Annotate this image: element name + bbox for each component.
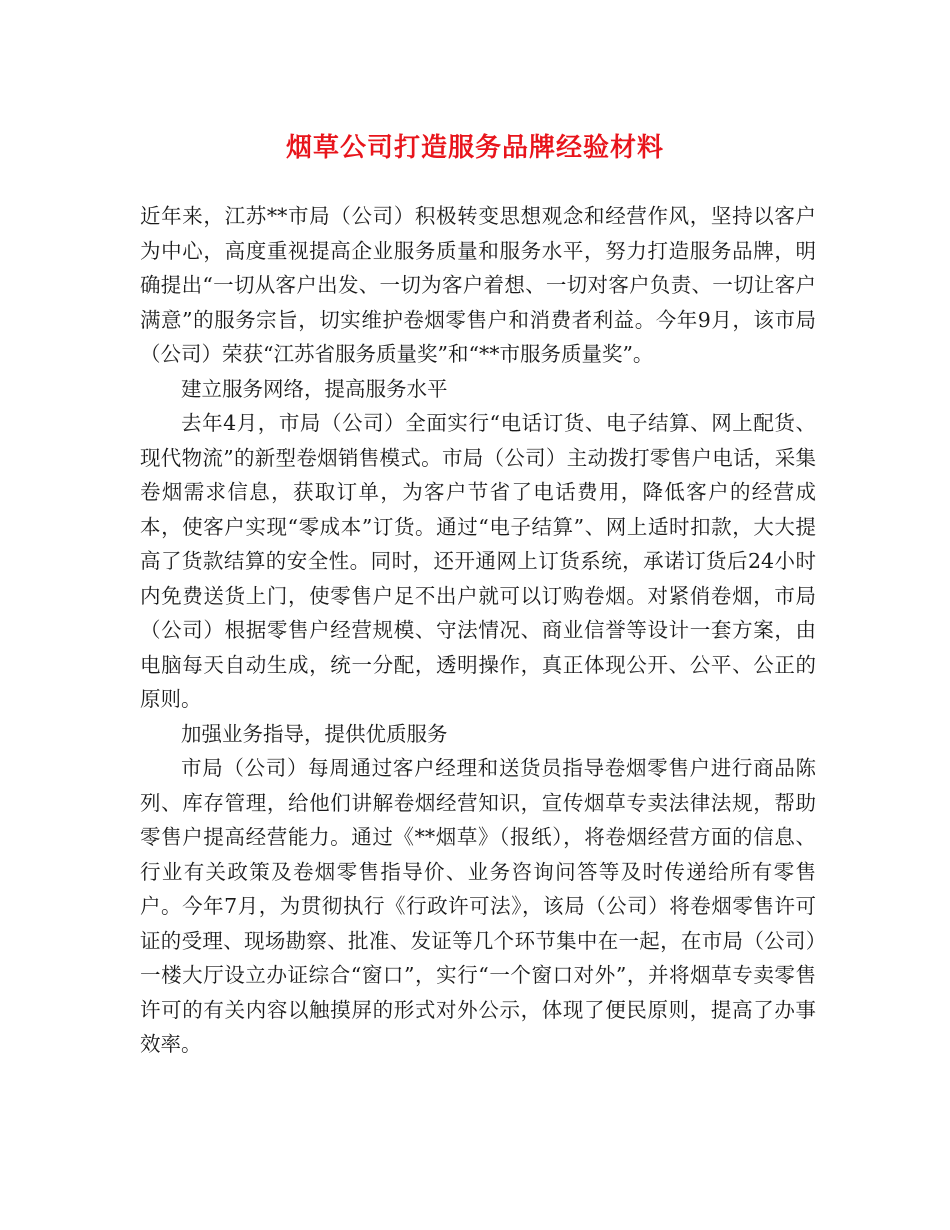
document-title: 烟草公司打造服务品牌经验材料 bbox=[285, 133, 664, 163]
document-body bbox=[140, 199, 816, 1062]
section-heading-business-guidance: 加强业务指导，提供优质服务 bbox=[181, 721, 448, 746]
section-heading-service-network: 建立服务网络，提高服务水平 bbox=[181, 376, 448, 401]
service-network-paragraph: 去年4月，市局（公司）全面实行“电话订货、电子结算、网上配货、现代物流”的新型卷烟销售模式。市局（公司）主动拨打零售户电话，采集卷烟需求信息，获取订单，为客户节省了电话费用，降低客户的经营成本，使客户实现“零成本”订货。通过“电子结算”、网上适时扣款，大大提高了货款结算的安全性。同时，还开通网上订货系统，承诺订货后24小时内免费送货上门，使零售户足不出户就可以订购卷烟。对紧俏卷烟，市局（公司）根据零售户经营规模、守法情况、商业信誉等设计一套方案，由电脑每天自动生成，统一分配，透明操作，真正体现公开、公平、公正的原则。 bbox=[140, 411, 816, 711]
intro-paragraph: 近年来，江苏**市局（公司）积极转变思想观念和经营作风，坚持以客户为中心，高度重视提高企业服务质量和服务水平，努力打造服务品牌，明确提出“一切从客户出发、一切为客户着想、一切对客户负责、一切让客户满意”的服务宗旨，切实维护卷烟零售户和消费者利益。今年9月，该市局（公司）荣获“江苏省服务质量奖”和“**市服务质量奖”。 bbox=[140, 204, 816, 366]
business-guidance-paragraph: 市局（公司）每周通过客户经理和送货员指导卷烟零售户进行商品陈列、库存管理，给他们讲解卷烟经营知识，宣传烟草专卖法律法规，帮助零售户提高经营能力。通过《**烟草》（报纸），将卷烟经营方面的信息、行业有关政策及卷烟零售指导价、业务咨询问答等及时传递给所有零售户。今年7月，为贯彻执行《行政许可法》，该局（公司）将卷烟零售许可证的受理、现场勘察、批准、发证等几个环节集中在一起，在市局（公司）一楼大厅设立办证综合“窗口”，实行“一个窗口对外”，并将烟草专卖零售许可的有关内容以触摸屏的形式对外公示，体现了便民原则，提高了办事效率。 bbox=[140, 756, 816, 1056]
